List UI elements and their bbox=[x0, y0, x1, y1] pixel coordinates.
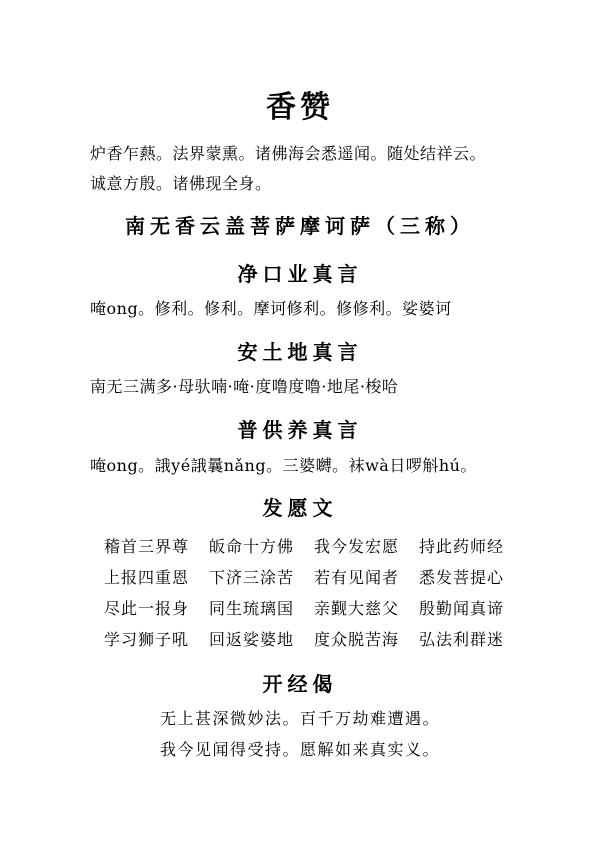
vow-phrase: 皈命十方佛 bbox=[208, 537, 294, 556]
vow-phrase: 上报四重恩 bbox=[104, 568, 190, 587]
incense-praise-line-2: 诚意方殷。诸佛现全身。 bbox=[90, 174, 272, 193]
vow-phrase: 下济三涂苦 bbox=[208, 568, 294, 587]
opening-verse-heading: 开经偈 bbox=[262, 672, 338, 696]
vow-phrase: 悉发菩提心 bbox=[418, 568, 504, 587]
vow-heading: 发愿文 bbox=[262, 496, 338, 520]
vow-phrase: 稽首三界尊 bbox=[104, 537, 190, 556]
vow-row bbox=[104, 567, 504, 589]
earth-mantra-text: 南无三满多·母驮喃·唵·度噜度噜·地尾·梭哈 bbox=[90, 377, 399, 396]
opening-verse-line-1: 无上甚深微妙法。百千万劫难遭遇。 bbox=[159, 709, 440, 728]
opening-verse-line-2: 我今见闻得受持。愿解如来真实义。 bbox=[159, 740, 440, 759]
incense-praise-line-1: 炉香乍爇。法界蒙熏。诸佛海会悉遥闻。随处结祥云。 bbox=[90, 144, 487, 163]
offering-mantra-heading: 普供养真言 bbox=[237, 418, 363, 442]
vow-row bbox=[104, 598, 504, 620]
vow-phrase: 学习狮子吼 bbox=[104, 630, 190, 649]
earth-mantra-heading: 安土地真言 bbox=[237, 340, 363, 364]
vow-row bbox=[104, 629, 504, 651]
vow-phrase: 尽此一报身 bbox=[104, 599, 190, 618]
vow-phrase: 我今发宏愿 bbox=[313, 537, 399, 556]
homage-heading: 南无香云盖菩萨摩诃萨（三称） bbox=[125, 214, 475, 238]
vow-phrase: 同生琉璃国 bbox=[208, 599, 294, 618]
vow-phrase: 弘法利群迷 bbox=[418, 630, 504, 649]
mouth-mantra-text: 唵ong。修利。修利。摩诃修利。修修利。娑婆诃 bbox=[90, 299, 452, 318]
vow-phrase: 殷勤闻真谛 bbox=[418, 599, 504, 618]
vow-row bbox=[104, 536, 504, 558]
vow-phrase: 度众脱苦海 bbox=[313, 630, 399, 649]
page-title: 香赞 bbox=[266, 90, 334, 125]
vow-phrase: 回返娑婆地 bbox=[208, 630, 294, 649]
vow-phrase: 亲觐大慈父 bbox=[313, 599, 399, 618]
vow-phrase: 若有见闻者 bbox=[313, 568, 399, 587]
mouth-mantra-heading: 净口业真言 bbox=[237, 262, 363, 286]
offering-mantra-text: 唵ong。誐yé誐曩nǎng。三婆嚩。袜wà日啰斛hú。 bbox=[90, 456, 477, 475]
vow-phrase: 持此药师经 bbox=[418, 537, 504, 556]
